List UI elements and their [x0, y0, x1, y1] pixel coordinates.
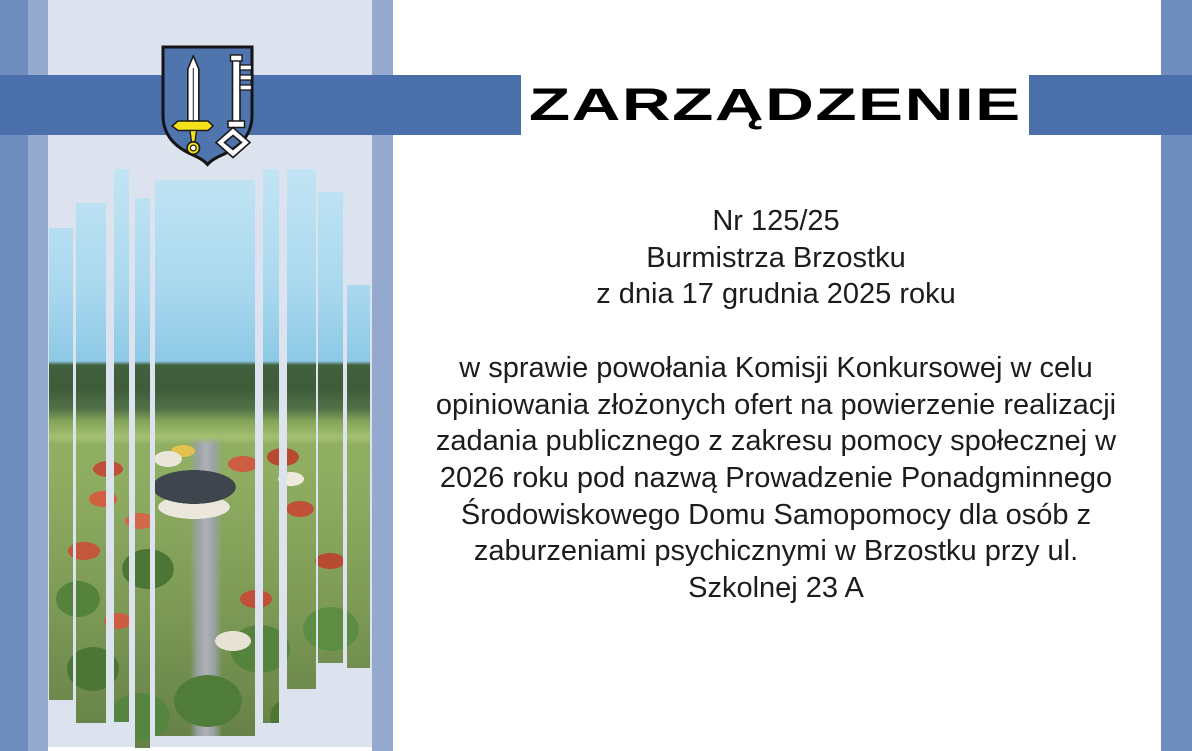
photo-strip	[347, 285, 370, 668]
document-text	[386, 203, 1166, 607]
photo-strip	[49, 228, 73, 700]
order-issuer: Burmistrza Brzostku	[646, 241, 906, 274]
brzostek-coat-of-arms-icon	[160, 45, 255, 169]
photo-strip	[114, 169, 129, 722]
subject-line: opiniowania złożonych ofert na powierzenie realizacji	[435, 388, 1117, 421]
order-date: z dnia 17 grudnia 2025 roku	[596, 278, 956, 311]
banner-title-box	[521, 75, 1029, 135]
page-title: ZARZĄDZENIE	[528, 79, 1022, 130]
subject-line: Szkolnej 23 A	[688, 572, 864, 605]
photo-strip	[263, 169, 279, 723]
photo-strip	[135, 198, 150, 748]
photo-strip	[155, 180, 255, 736]
photo-strip	[287, 169, 316, 689]
subject-line: w sprawie powołania Komisji Konkursowej w celu	[459, 351, 1093, 384]
subject-line: zadania publicznego z zakresu pomocy społecznej w	[435, 425, 1117, 458]
subject-line: zaburzeniami psychicznymi w Brzostku przy ul.	[473, 535, 1079, 568]
photo-strip	[76, 203, 106, 723]
order-number: Nr 125/25	[712, 205, 840, 237]
order-subject	[386, 350, 1166, 607]
subject-line: Środowiskowego Domu Samopomocy dla osób z	[460, 498, 1092, 531]
subject-line: 2026 roku pod nazwą Prowadzenie Ponadgminnego	[439, 461, 1113, 494]
photo-strip	[318, 192, 343, 663]
